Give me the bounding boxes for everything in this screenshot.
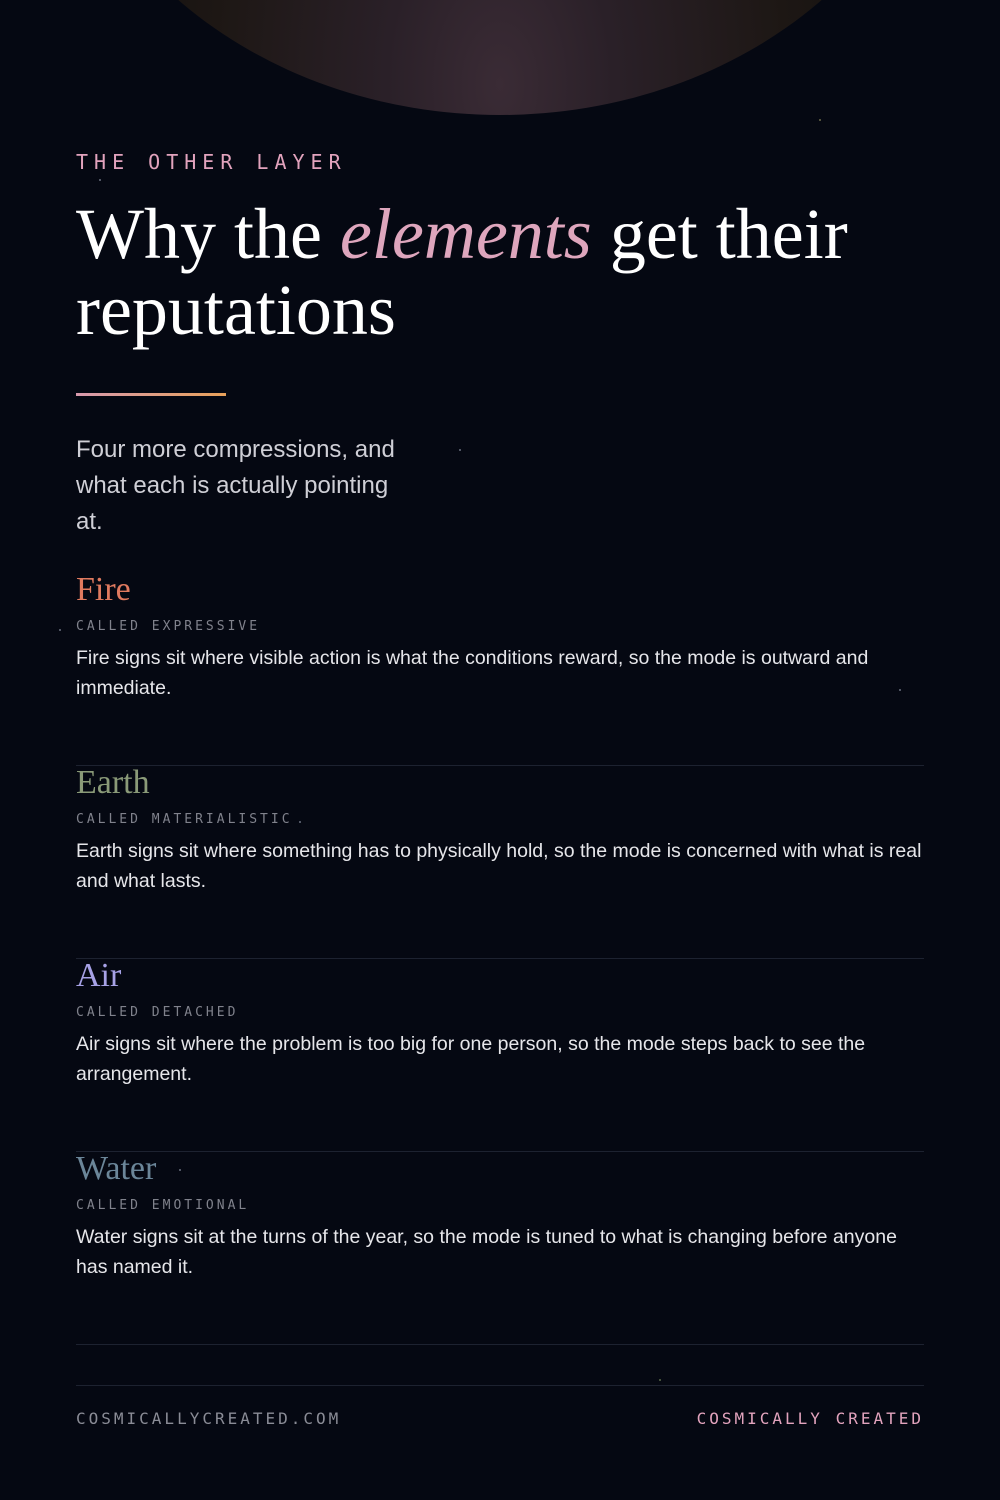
element-name: Water xyxy=(76,1150,157,1187)
element-called: CALLED MATERIALISTIC xyxy=(76,812,293,827)
element-earth xyxy=(76,766,924,959)
element-description: Air signs sit where the problem is too big for one person, so the mode steps back to see the arrangement. xyxy=(76,1033,866,1085)
title-end: get their reputations xyxy=(76,194,848,350)
element-description: Water signs sit at the turns of the year, so the mode is tuned to what is changing before anyone has named it. xyxy=(76,1226,897,1278)
page-title xyxy=(76,196,924,348)
element-called: CALLED EXPRESSIVE xyxy=(76,619,261,634)
element-name: Air xyxy=(76,957,122,994)
footer-divider xyxy=(76,1385,924,1386)
footer-brand: COSMICALLY CREATED xyxy=(696,1409,924,1428)
accent-rule xyxy=(76,393,226,396)
subtitle: Four more compressions, and what each is actually pointing at. xyxy=(76,436,395,535)
element-water xyxy=(76,1152,924,1345)
star xyxy=(819,119,821,121)
element-fire xyxy=(76,573,924,766)
footer-website: COSMICALLYCREATED.COM xyxy=(76,1409,342,1428)
title-emphasis: elements xyxy=(339,194,592,274)
title-start: Why the xyxy=(76,194,340,274)
star xyxy=(459,449,461,451)
element-description: Fire signs sit where visible action is what the conditions reward, so the mode is outward and immediate. xyxy=(76,647,869,699)
eyebrow-label: THE OTHER LAYER xyxy=(76,150,347,174)
element-description: Earth signs sit where something has to physically hold, so the mode is concerned with what is real and what lasts. xyxy=(76,840,922,892)
element-called: CALLED DETACHED xyxy=(76,1005,239,1020)
element-name: Fire xyxy=(76,571,131,608)
planet-arc xyxy=(50,0,950,115)
star xyxy=(99,179,101,181)
star xyxy=(59,629,61,631)
element-name: Earth xyxy=(76,764,150,801)
element-called: CALLED EMOTIONAL xyxy=(76,1198,250,1213)
element-air xyxy=(76,959,924,1152)
star xyxy=(659,1379,661,1381)
